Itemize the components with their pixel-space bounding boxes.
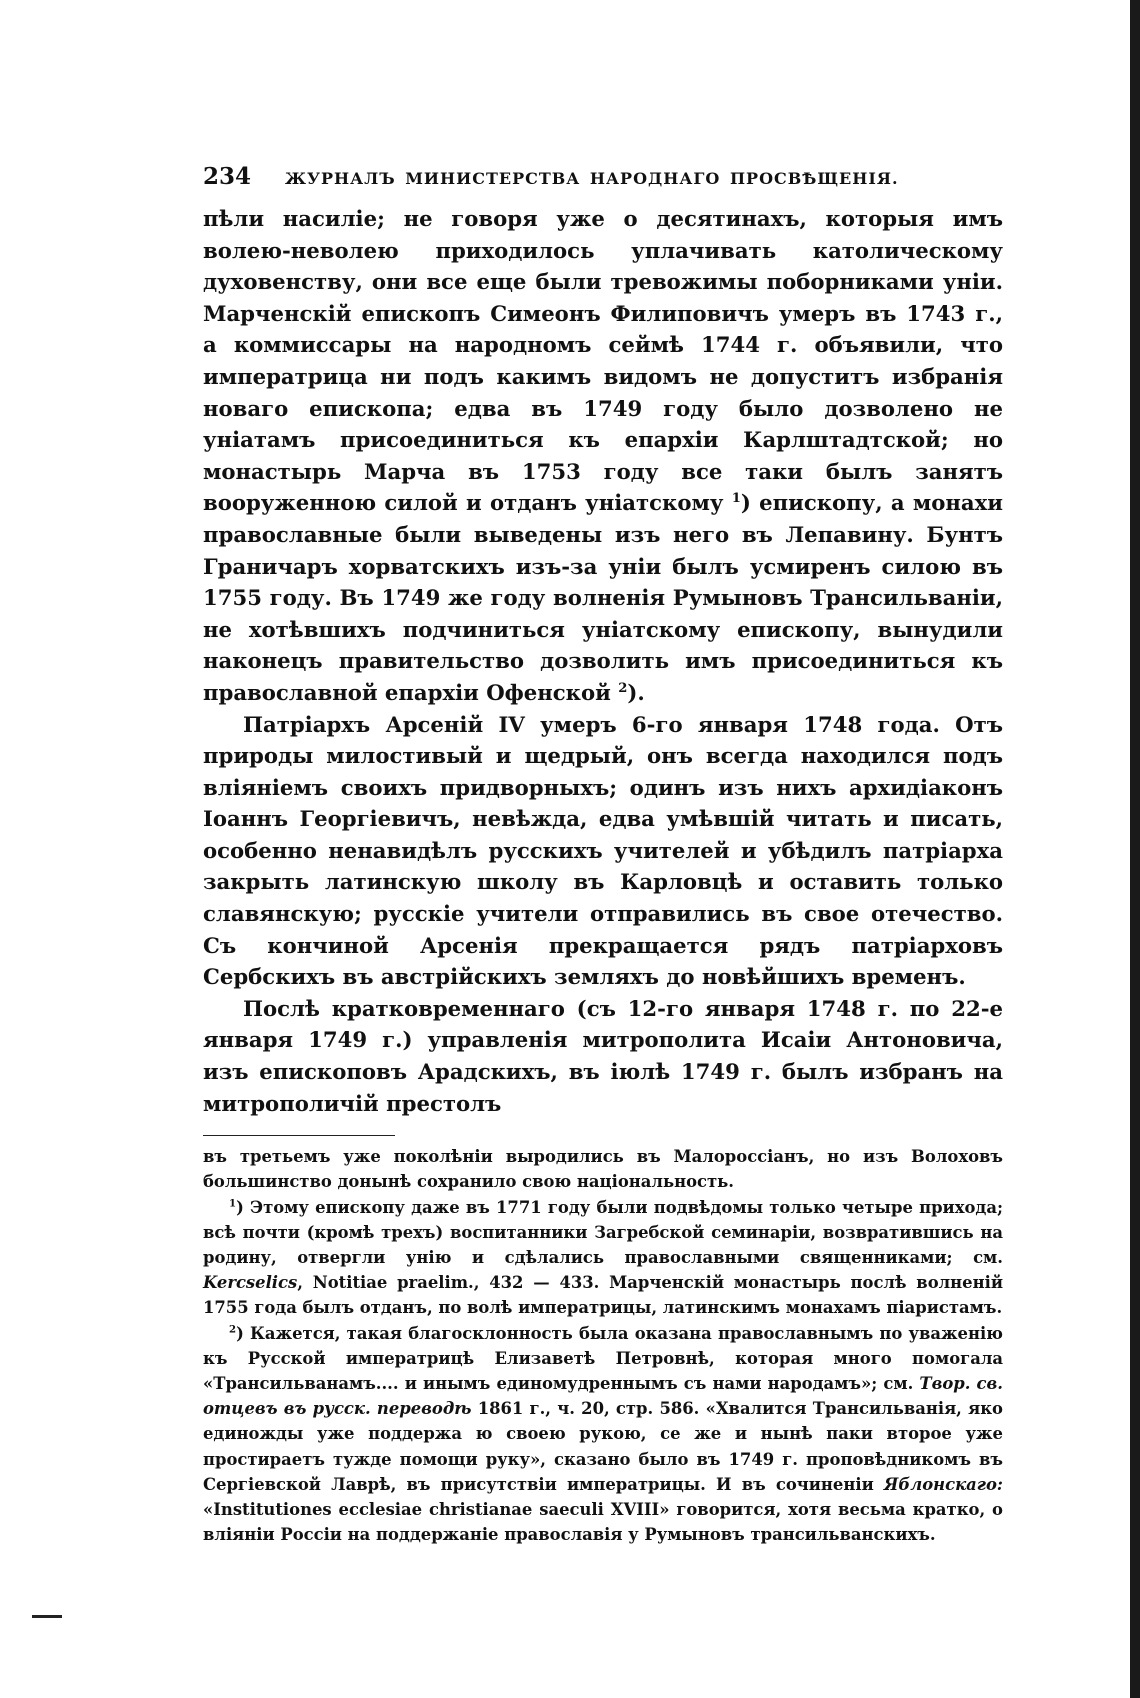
footnote-author: Яблонскаго: <box>883 1474 1003 1494</box>
book-page <box>203 163 1003 1547</box>
running-head: ЖУРНАЛЪ МИНИСТЕРСТВА НАРОДНАГО ПРОСВѢЩЕНІЯ. <box>285 169 899 188</box>
paragraph <box>203 203 1003 709</box>
footnote-2 <box>203 1321 1003 1548</box>
footnotes <box>203 1144 1003 1547</box>
paragraph-text: ) епископу, а монахи православные были выведены изъ него въ Лепавину. Бунтъ Граничаръ хорватскихъ изъ-за уніи былъ усмиренъ силою въ 1755 году. Въ 1749 же году волненія Румыновъ Трансильваніи, не хотѣвшихъ подчиниться уніатскому епископу, вынудили наконецъ правительство дозволить имъ присоединиться къ православной епархіи Офенской <box>203 490 1003 705</box>
margin-mark <box>32 1615 62 1618</box>
footnote-marker: 2 <box>229 1323 237 1336</box>
footnote-divider <box>203 1135 395 1136</box>
page-number: 234 <box>203 163 252 190</box>
footnote-text: «Institutiones ecclesiae christianae saeculi XVIII» говорится, хотя весьма кратко, о вліяніи Россіи на поддержаніе православія у Румыновъ трансильванскихъ. <box>203 1500 1003 1545</box>
footnote-ref: 2 <box>618 680 628 696</box>
footnote-text: ) Кажется, такая благосклонность была оказана православнымъ по уваженію къ Русской императрицѣ Елизаветѣ Петровнѣ, которая много помогала «Трансильванамъ.... и инымъ единомудреннымъ съ нами народамъ»; см. <box>203 1323 1003 1394</box>
footnote-author: Kercselics <box>203 1273 298 1293</box>
footnote-text: ) Этому епископу даже въ 1771 году были подвѣдомы только четыре прихода; всѣ почти (кромѣ трехъ) воспитанники Загребской семинаріи, возвратившись на родину, отвергли унію и сдѣлались православными священниками; см. <box>203 1197 1003 1268</box>
paragraph: Патріархъ Арсеній IV умеръ 6-го января 1748 года. Отъ природы милостивый и щедрый, онъ всегда находился подъ вліяніемъ своихъ придворныхъ; одинъ изъ нихъ архидіаконъ Іоаннъ Георгіевичъ, невѣжда, едва умѣвшій читать и писать, особенно ненавидѣлъ русскихъ учителей и убѣдилъ патріарха закрыть латинскую школу въ Карловцѣ и оставить только славянскую; русскіе учители отправились въ свое отечество. Съ кончиной Арсенія прекращается рядъ патріарховъ Сербскихъ въ австрійскихъ земляхъ до новѣйшихъ временъ. <box>203 711 1003 990</box>
body-text <box>203 203 1003 1119</box>
page-header <box>203 163 1003 201</box>
paragraph-text: пѣли насиліе; не говоря уже о десятинахъ, которыя имъ волею-неволею приходилось уплачивать католическому духовенству, они все еще были тревожимы поборниками уніи. Марченскій епископъ Симеонъ Филиповичъ умеръ въ 1743 г., а коммиссары на народномъ сеймѣ 1744 г. объявили, что императрица ни подъ какимъ видомъ не допуститъ избранія новаго епископа; едва въ 1749 году было дозволено не уніатамъ присоединиться къ епархіи Карлштадтской; но монастырь Марча въ 1753 году все таки былъ занятъ вооруженною силой и отданъ уніатскому <box>203 206 1003 516</box>
paragraph: Послѣ кратковременнаго (съ 12-го января 1748 г. по 22-е января 1749 г.) управленія митрополита Исаіи Антоновича, изъ епископовъ Арадскихъ, въ іюлѣ 1749 г. былъ избранъ на митрополичій престолъ <box>203 995 1003 1116</box>
paragraph-text: ). <box>627 679 645 705</box>
footnote-ref: 1 <box>731 491 741 507</box>
footnote-marker: 1 <box>229 1197 237 1210</box>
footnote-text: , Notitiae praelim., 432 — 433. Марченскій монастырь послѣ волненій 1755 года былъ отданъ, по волѣ императрицы, латинскимъ монахамъ піаристамъ. <box>203 1273 1003 1318</box>
footnote-source: Твор. св. отцевъ въ русск. переводѣ <box>203 1374 1004 1419</box>
scan-edge <box>1130 0 1140 1698</box>
footnote-continuation: въ третьемъ уже поколѣніи выродились въ Малороссіанъ, но изъ Волоховъ большинство донынѣ сохранило свою національность. <box>203 1147 1003 1192</box>
footnote-text: 1861 г., ч. 20, стр. 586. «Хвалится Трансильванія, яко единожды уже поддержа ю своею рукою, се же и нынѣ паки второе уже простираетъ тужде помощи руку», сказано было въ 1749 г. проповѣдникомъ въ Сергіевской Лаврѣ, въ присутствіи императрицы. И въ сочиненіи <box>203 1399 1003 1494</box>
footnote-1 <box>203 1195 1003 1321</box>
